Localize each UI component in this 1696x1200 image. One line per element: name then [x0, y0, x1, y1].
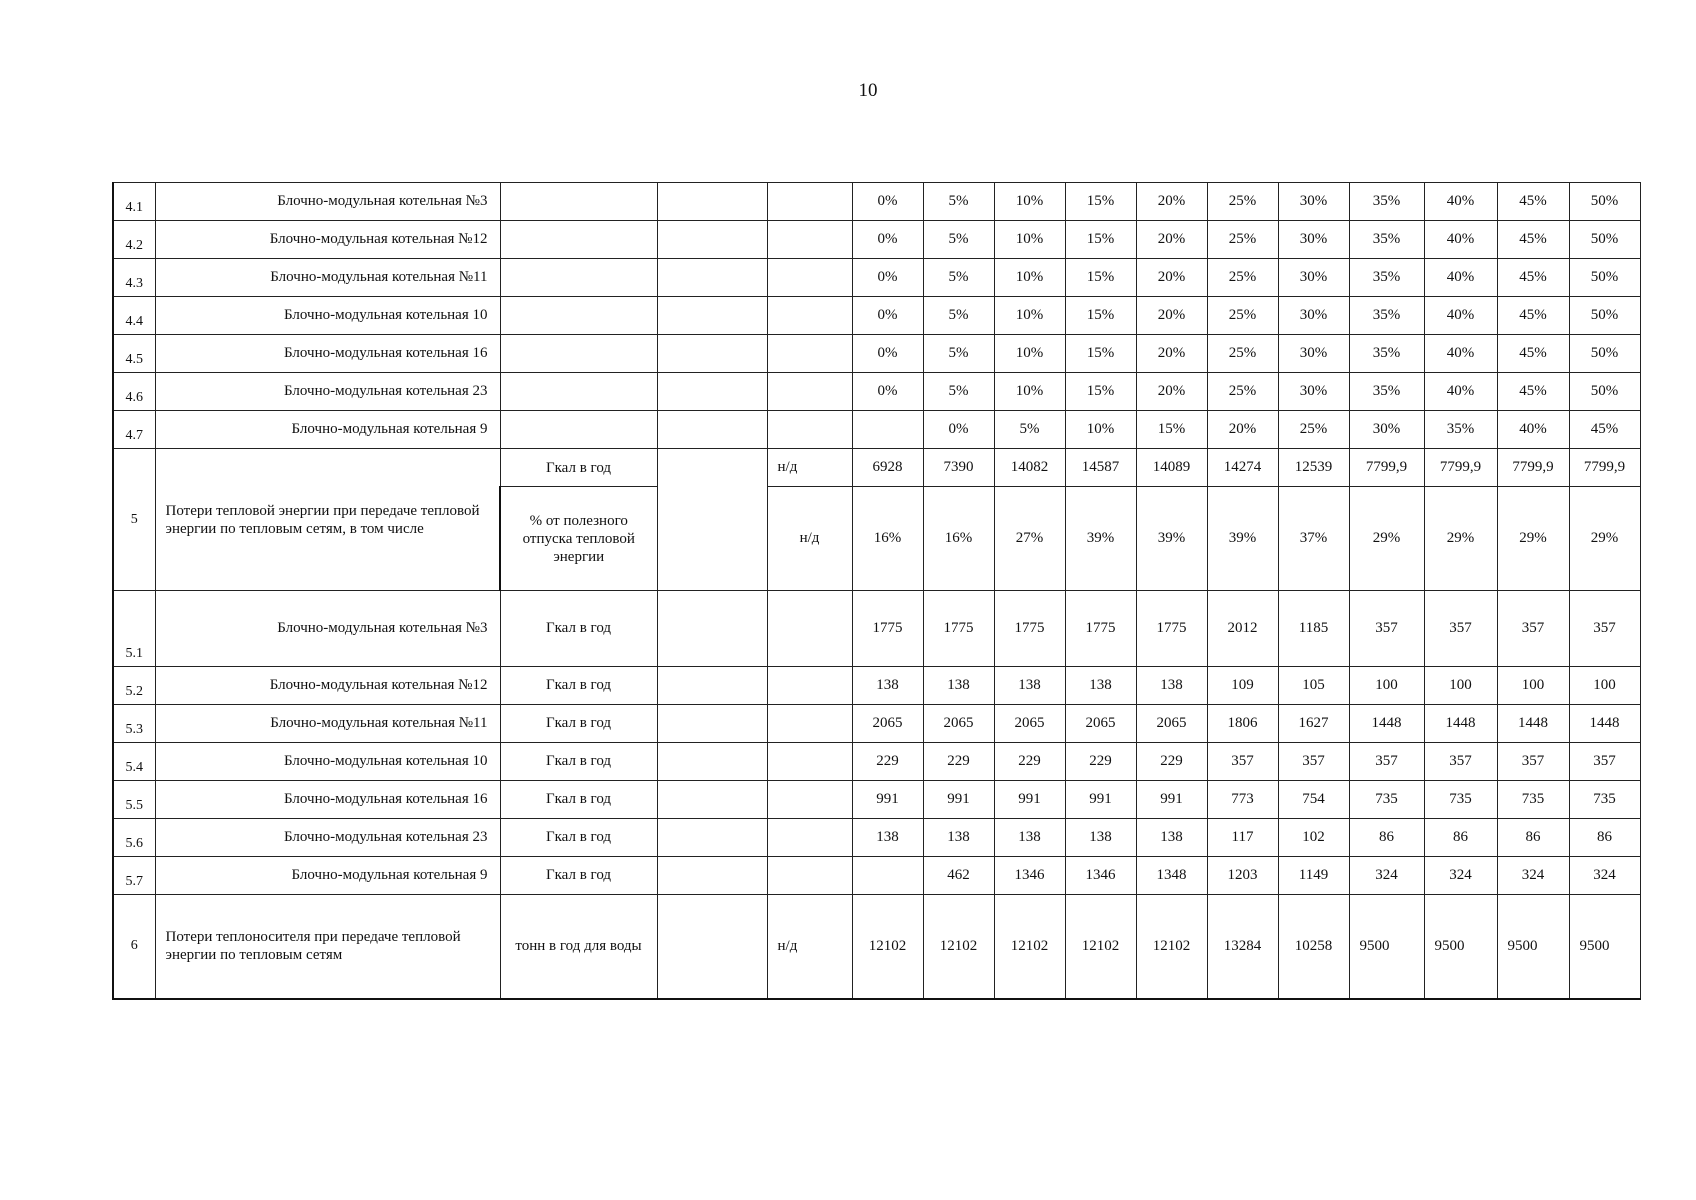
value-cell: 29% [1569, 487, 1640, 591]
row-name: Потери теплоносителя при передаче тепловой энергии по тепловым сетям [155, 895, 500, 999]
value-cell: 30% [1278, 297, 1349, 335]
value-cell: 50% [1569, 373, 1640, 411]
value-cell: 7799,9 [1497, 449, 1569, 487]
row-unit: Гкал в год [500, 743, 657, 781]
value-cell: 9500 [1569, 895, 1640, 999]
value-cell: 86 [1349, 819, 1424, 857]
value-cell: 1346 [1065, 857, 1136, 895]
table-row [113, 183, 1640, 221]
value-cell: 45% [1497, 335, 1569, 373]
value-cell: 2065 [994, 705, 1065, 743]
value-cell: 138 [923, 819, 994, 857]
row-number: 5.3 [113, 705, 155, 743]
value-cell: 9500 [1424, 895, 1497, 999]
value-cell: 45% [1569, 411, 1640, 449]
value-cell: 7799,9 [1349, 449, 1424, 487]
value-cell [852, 411, 923, 449]
row-unit: тонн в год для воды [500, 895, 657, 999]
row-col3 [657, 895, 767, 999]
row-unit [500, 297, 657, 335]
row-col3 [657, 259, 767, 297]
row-col3 [657, 411, 767, 449]
value-cell: 25% [1207, 183, 1278, 221]
value-cell: 991 [1136, 781, 1207, 819]
value-cell: 20% [1136, 183, 1207, 221]
value-cell: 991 [1065, 781, 1136, 819]
value-cell: 30% [1349, 411, 1424, 449]
value-cell: 35% [1349, 373, 1424, 411]
value-cell: 5% [923, 373, 994, 411]
row-col4 [767, 857, 852, 895]
table-row [113, 781, 1640, 819]
row-number: 4.2 [113, 221, 155, 259]
value-cell: 10% [994, 373, 1065, 411]
row-col4 [767, 743, 852, 781]
value-cell: 39% [1207, 487, 1278, 591]
value-cell: 2065 [923, 705, 994, 743]
value-cell: 229 [852, 743, 923, 781]
value-cell: 5% [923, 297, 994, 335]
value-cell: 12102 [852, 895, 923, 999]
value-cell: 39% [1136, 487, 1207, 591]
value-cell: 357 [1278, 743, 1349, 781]
row-number: 5.4 [113, 743, 155, 781]
row-name: Блочно-модульная котельная №12 [155, 667, 500, 705]
value-cell: 39% [1065, 487, 1136, 591]
row-col3 [657, 335, 767, 373]
row-col3 [657, 667, 767, 705]
row-col4 [767, 781, 852, 819]
value-cell: 45% [1497, 259, 1569, 297]
value-cell: 0% [852, 183, 923, 221]
row-unit: Гкал в год [500, 857, 657, 895]
value-cell: 12102 [1136, 895, 1207, 999]
value-cell: 20% [1136, 297, 1207, 335]
value-cell: 35% [1349, 297, 1424, 335]
value-cell: 735 [1569, 781, 1640, 819]
value-cell: 1448 [1569, 705, 1640, 743]
value-cell: 14089 [1136, 449, 1207, 487]
value-cell: 105 [1278, 667, 1349, 705]
value-cell: 29% [1424, 487, 1497, 591]
value-cell: 357 [1424, 591, 1497, 667]
value-cell: 30% [1278, 335, 1349, 373]
value-cell: 45% [1497, 297, 1569, 335]
value-cell: 0% [852, 373, 923, 411]
value-cell: 16% [852, 487, 923, 591]
value-cell: 138 [923, 667, 994, 705]
value-cell: 117 [1207, 819, 1278, 857]
row-unit [500, 221, 657, 259]
row-col3 [657, 297, 767, 335]
row-unit [500, 373, 657, 411]
value-cell: 138 [1136, 667, 1207, 705]
value-cell: 40% [1424, 297, 1497, 335]
value-cell: 40% [1424, 259, 1497, 297]
value-cell: 86 [1424, 819, 1497, 857]
value-cell: 7799,9 [1569, 449, 1640, 487]
value-cell: 29% [1349, 487, 1424, 591]
value-cell: 1348 [1136, 857, 1207, 895]
row-unit: Гкал в год [500, 781, 657, 819]
value-cell: 14274 [1207, 449, 1278, 487]
value-cell: 357 [1497, 743, 1569, 781]
value-cell: 1775 [923, 591, 994, 667]
value-cell: 20% [1136, 335, 1207, 373]
row-col3 [657, 857, 767, 895]
value-cell: 462 [923, 857, 994, 895]
row-number: 5.1 [113, 591, 155, 667]
value-cell: 12102 [923, 895, 994, 999]
value-cell: 1627 [1278, 705, 1349, 743]
row-col3 [657, 705, 767, 743]
value-cell: 15% [1065, 335, 1136, 373]
value-cell: 12102 [994, 895, 1065, 999]
row-number: 4.3 [113, 259, 155, 297]
row-col3 [657, 373, 767, 411]
value-cell: 20% [1136, 373, 1207, 411]
row-col3 [657, 221, 767, 259]
table-row [113, 743, 1640, 781]
value-cell: 324 [1424, 857, 1497, 895]
row-unit: Гкал в год [500, 819, 657, 857]
value-cell: 10% [994, 183, 1065, 221]
value-cell: 27% [994, 487, 1065, 591]
value-cell: 45% [1497, 373, 1569, 411]
table-row [113, 259, 1640, 297]
value-cell: 0% [852, 221, 923, 259]
table-row [113, 857, 1640, 895]
table-row [113, 895, 1640, 999]
value-cell: 15% [1065, 297, 1136, 335]
value-cell: 10% [994, 297, 1065, 335]
value-cell: 357 [1569, 591, 1640, 667]
value-cell: 7799,9 [1424, 449, 1497, 487]
value-cell: 735 [1424, 781, 1497, 819]
value-cell: 138 [852, 667, 923, 705]
value-cell: 35% [1349, 259, 1424, 297]
row-name: Блочно-модульная котельная №11 [155, 259, 500, 297]
row-col4 [767, 221, 852, 259]
value-cell: 30% [1278, 183, 1349, 221]
page-number: 10 [858, 80, 878, 101]
value-cell: 2065 [1065, 705, 1136, 743]
value-cell: 20% [1136, 259, 1207, 297]
row-name: Блочно-модульная котельная 23 [155, 819, 500, 857]
table-row [113, 591, 1640, 667]
value-cell: 357 [1349, 743, 1424, 781]
row-col4 [767, 705, 852, 743]
row-unit [500, 259, 657, 297]
row-unit: Гкал в год [500, 591, 657, 667]
value-cell: 1775 [852, 591, 923, 667]
value-cell: 29% [1497, 487, 1569, 591]
value-cell: 1149 [1278, 857, 1349, 895]
value-cell: 25% [1207, 335, 1278, 373]
row-name: Блочно-модульная котельная 10 [155, 297, 500, 335]
row-col4 [767, 819, 852, 857]
row-col4: н/д [767, 449, 852, 487]
row-col3 [657, 183, 767, 221]
value-cell: 1203 [1207, 857, 1278, 895]
value-cell: 25% [1278, 411, 1349, 449]
row-name: Блочно-модульная котельная №11 [155, 705, 500, 743]
value-cell: 100 [1349, 667, 1424, 705]
value-cell: 10% [994, 221, 1065, 259]
row-col4 [767, 373, 852, 411]
value-cell: 5% [923, 183, 994, 221]
row-name: Блочно-модульная котельная 9 [155, 411, 500, 449]
value-cell: 1185 [1278, 591, 1349, 667]
row-number: 5.5 [113, 781, 155, 819]
value-cell: 1775 [994, 591, 1065, 667]
value-cell: 1448 [1424, 705, 1497, 743]
value-cell: 138 [994, 819, 1065, 857]
value-cell [852, 857, 923, 895]
value-cell: 5% [923, 221, 994, 259]
value-cell: 10% [994, 335, 1065, 373]
row-col3 [657, 449, 767, 591]
value-cell: 15% [1136, 411, 1207, 449]
table-row [113, 705, 1640, 743]
value-cell: 357 [1497, 591, 1569, 667]
row-number: 5.2 [113, 667, 155, 705]
value-cell: 30% [1278, 221, 1349, 259]
value-cell: 5% [994, 411, 1065, 449]
value-cell: 138 [1065, 819, 1136, 857]
row-col3 [657, 743, 767, 781]
value-cell: 229 [994, 743, 1065, 781]
row-name: Блочно-модульная котельная 9 [155, 857, 500, 895]
value-cell: 40% [1497, 411, 1569, 449]
value-cell: 9500 [1497, 895, 1569, 999]
row-col3 [657, 591, 767, 667]
value-cell: 0% [852, 297, 923, 335]
value-cell: 10% [994, 259, 1065, 297]
row-name: Блочно-модульная котельная №12 [155, 221, 500, 259]
row-unit [500, 411, 657, 449]
value-cell: 2065 [852, 705, 923, 743]
value-cell: 357 [1349, 591, 1424, 667]
table-row [113, 449, 1640, 487]
row-unit [500, 335, 657, 373]
value-cell: 109 [1207, 667, 1278, 705]
value-cell: 1775 [1136, 591, 1207, 667]
table-row [113, 819, 1640, 857]
value-cell: 229 [923, 743, 994, 781]
value-cell: 50% [1569, 297, 1640, 335]
value-cell: 229 [1136, 743, 1207, 781]
value-cell: 2012 [1207, 591, 1278, 667]
row-name: Блочно-модульная котельная 10 [155, 743, 500, 781]
table-row [113, 373, 1640, 411]
row-name: Потери тепловой энергии при передаче тепловой энергии по тепловым сетям, в том числе [155, 449, 500, 591]
value-cell: 324 [1349, 857, 1424, 895]
value-cell: 12539 [1278, 449, 1349, 487]
value-cell: 20% [1207, 411, 1278, 449]
value-cell: 20% [1136, 221, 1207, 259]
value-cell: 45% [1497, 221, 1569, 259]
row-number: 4.7 [113, 411, 155, 449]
value-cell: 324 [1569, 857, 1640, 895]
value-cell: 991 [852, 781, 923, 819]
value-cell: 357 [1569, 743, 1640, 781]
value-cell: 40% [1424, 183, 1497, 221]
row-unit: % от полезного отпуска тепловой энергии [500, 487, 657, 591]
value-cell: 5% [923, 335, 994, 373]
value-cell: 86 [1497, 819, 1569, 857]
row-col3 [657, 819, 767, 857]
value-cell: 102 [1278, 819, 1349, 857]
table-row [113, 297, 1640, 335]
value-cell: 12102 [1065, 895, 1136, 999]
value-cell: 0% [852, 259, 923, 297]
value-cell: 9500 [1349, 895, 1424, 999]
row-name: Блочно-модульная котельная №3 [155, 591, 500, 667]
value-cell: 14587 [1065, 449, 1136, 487]
value-cell: 357 [1424, 743, 1497, 781]
value-cell: 991 [923, 781, 994, 819]
value-cell: 0% [852, 335, 923, 373]
row-name: Блочно-модульная котельная 23 [155, 373, 500, 411]
value-cell: 86 [1569, 819, 1640, 857]
value-cell: 10258 [1278, 895, 1349, 999]
row-col4: н/д [767, 487, 852, 591]
value-cell: 991 [994, 781, 1065, 819]
value-cell: 25% [1207, 221, 1278, 259]
row-number: 6 [113, 895, 155, 999]
value-cell: 25% [1207, 297, 1278, 335]
row-col4 [767, 297, 852, 335]
value-cell: 1775 [1065, 591, 1136, 667]
table-row [113, 335, 1640, 373]
value-cell: 773 [1207, 781, 1278, 819]
row-name: Блочно-модульная котельная №3 [155, 183, 500, 221]
value-cell: 35% [1349, 221, 1424, 259]
value-cell: 30% [1278, 259, 1349, 297]
row-unit: Гкал в год [500, 667, 657, 705]
value-cell: 16% [923, 487, 994, 591]
row-number: 5.7 [113, 857, 155, 895]
row-number: 5 [113, 449, 155, 591]
value-cell: 138 [1136, 819, 1207, 857]
value-cell: 138 [852, 819, 923, 857]
value-cell: 357 [1207, 743, 1278, 781]
row-number: 5.6 [113, 819, 155, 857]
value-cell: 100 [1569, 667, 1640, 705]
value-cell: 50% [1569, 335, 1640, 373]
value-cell: 25% [1207, 259, 1278, 297]
value-cell: 229 [1065, 743, 1136, 781]
row-number: 4.4 [113, 297, 155, 335]
value-cell: 40% [1424, 335, 1497, 373]
value-cell: 45% [1497, 183, 1569, 221]
value-cell: 10% [1065, 411, 1136, 449]
row-number: 4.1 [113, 183, 155, 221]
value-cell: 2065 [1136, 705, 1207, 743]
value-cell: 15% [1065, 183, 1136, 221]
row-col4 [767, 667, 852, 705]
value-cell: 40% [1424, 221, 1497, 259]
value-cell: 15% [1065, 373, 1136, 411]
value-cell: 35% [1349, 183, 1424, 221]
value-cell: 15% [1065, 221, 1136, 259]
value-cell: 50% [1569, 221, 1640, 259]
row-name: Блочно-модульная котельная 16 [155, 335, 500, 373]
value-cell: 6928 [852, 449, 923, 487]
value-cell: 324 [1497, 857, 1569, 895]
value-cell: 35% [1424, 411, 1497, 449]
row-col4: н/д [767, 895, 852, 999]
value-cell: 735 [1497, 781, 1569, 819]
value-cell: 35% [1349, 335, 1424, 373]
table-row [113, 667, 1640, 705]
row-col4 [767, 591, 852, 667]
row-col4 [767, 335, 852, 373]
table-row [113, 411, 1640, 449]
value-cell: 1448 [1349, 705, 1424, 743]
value-cell: 1346 [994, 857, 1065, 895]
value-cell: 15% [1065, 259, 1136, 297]
value-cell: 13284 [1207, 895, 1278, 999]
value-cell: 7390 [923, 449, 994, 487]
value-cell: 1448 [1497, 705, 1569, 743]
row-col4 [767, 411, 852, 449]
indicators-table [112, 182, 1641, 1000]
value-cell: 0% [923, 411, 994, 449]
value-cell: 754 [1278, 781, 1349, 819]
value-cell: 138 [994, 667, 1065, 705]
row-unit [500, 183, 657, 221]
value-cell: 37% [1278, 487, 1349, 591]
value-cell: 100 [1424, 667, 1497, 705]
row-unit: Гкал в год [500, 449, 657, 487]
row-col3 [657, 781, 767, 819]
value-cell: 40% [1424, 373, 1497, 411]
value-cell: 25% [1207, 373, 1278, 411]
row-number: 4.6 [113, 373, 155, 411]
row-number: 4.5 [113, 335, 155, 373]
row-col4 [767, 183, 852, 221]
value-cell: 735 [1349, 781, 1424, 819]
row-name: Блочно-модульная котельная 16 [155, 781, 500, 819]
value-cell: 50% [1569, 259, 1640, 297]
value-cell: 5% [923, 259, 994, 297]
value-cell: 100 [1497, 667, 1569, 705]
table-row [113, 221, 1640, 259]
value-cell: 1806 [1207, 705, 1278, 743]
row-col4 [767, 259, 852, 297]
value-cell: 14082 [994, 449, 1065, 487]
value-cell: 50% [1569, 183, 1640, 221]
row-unit: Гкал в год [500, 705, 657, 743]
value-cell: 138 [1065, 667, 1136, 705]
value-cell: 30% [1278, 373, 1349, 411]
